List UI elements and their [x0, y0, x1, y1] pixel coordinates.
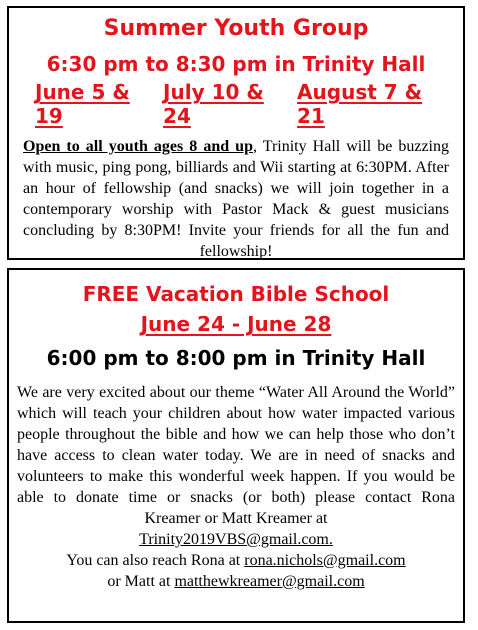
- summer-time: 6:30 pm to 8:30 pm in Trinity Hall: [46, 52, 426, 76]
- vbs-main-email-line: [9, 529, 463, 550]
- vbs-rona-prefix: You can also reach Rona at: [66, 552, 245, 569]
- summer-youth-group-box: [7, 6, 465, 260]
- vbs-rona-line: [9, 550, 463, 571]
- summer-lead: Open to all youth ages 8 and up: [23, 138, 253, 155]
- summer-title: Summer Youth Group: [103, 16, 369, 41]
- summer-date-june: June 5 & 19: [35, 80, 130, 128]
- summer-date-july: July 10 & 24: [163, 80, 264, 128]
- vbs-rona-email-link[interactable]: rona.nichols@gmail.com: [244, 552, 406, 569]
- summer-body: , Trinity Hall will be buzzing with music, ping pong, billiards and Wii starting at 6:30PM. After an hour of fellowship (and snacks) we will join together in a contemporary worship with Pastor Mack & guest musicians concluding by 8:30PM! Invite your friends for all the fun and fellowship!: [23, 138, 449, 260]
- vbs-time: 6:00 pm to 8:00 pm in Trinity Hall: [46, 346, 426, 370]
- vbs-description: We are very excited about our theme “Water All Around the World” which will teach your children about how water impacted various people throughout the bible and how we can help those who don’t have access to clean water today. We are in need of snacks and volunteers to make this wonderful week happen. If you would be able to donate time or snacks (or both) please contact Rona Kreamer or Matt Kreamer at: [17, 384, 455, 527]
- summer-description: [23, 136, 449, 262]
- vbs-dates: [9, 312, 463, 336]
- vbs-main-email-link[interactable]: Trinity2019VBS@gmail.com.: [139, 531, 333, 548]
- vbs-matt-line: [9, 571, 463, 592]
- summer-date-august: August 7 & 21: [297, 80, 423, 128]
- vbs-dates-text: June 24 - June 28: [140, 312, 332, 336]
- vbs-matt-prefix: or Matt at: [107, 573, 175, 590]
- vbs-matt-email-link[interactable]: matthewkreamer@gmail.com: [174, 573, 365, 590]
- vbs-box: [7, 268, 465, 623]
- vbs-title: FREE Vacation Bible School: [82, 282, 390, 306]
- summer-dates: [9, 80, 463, 128]
